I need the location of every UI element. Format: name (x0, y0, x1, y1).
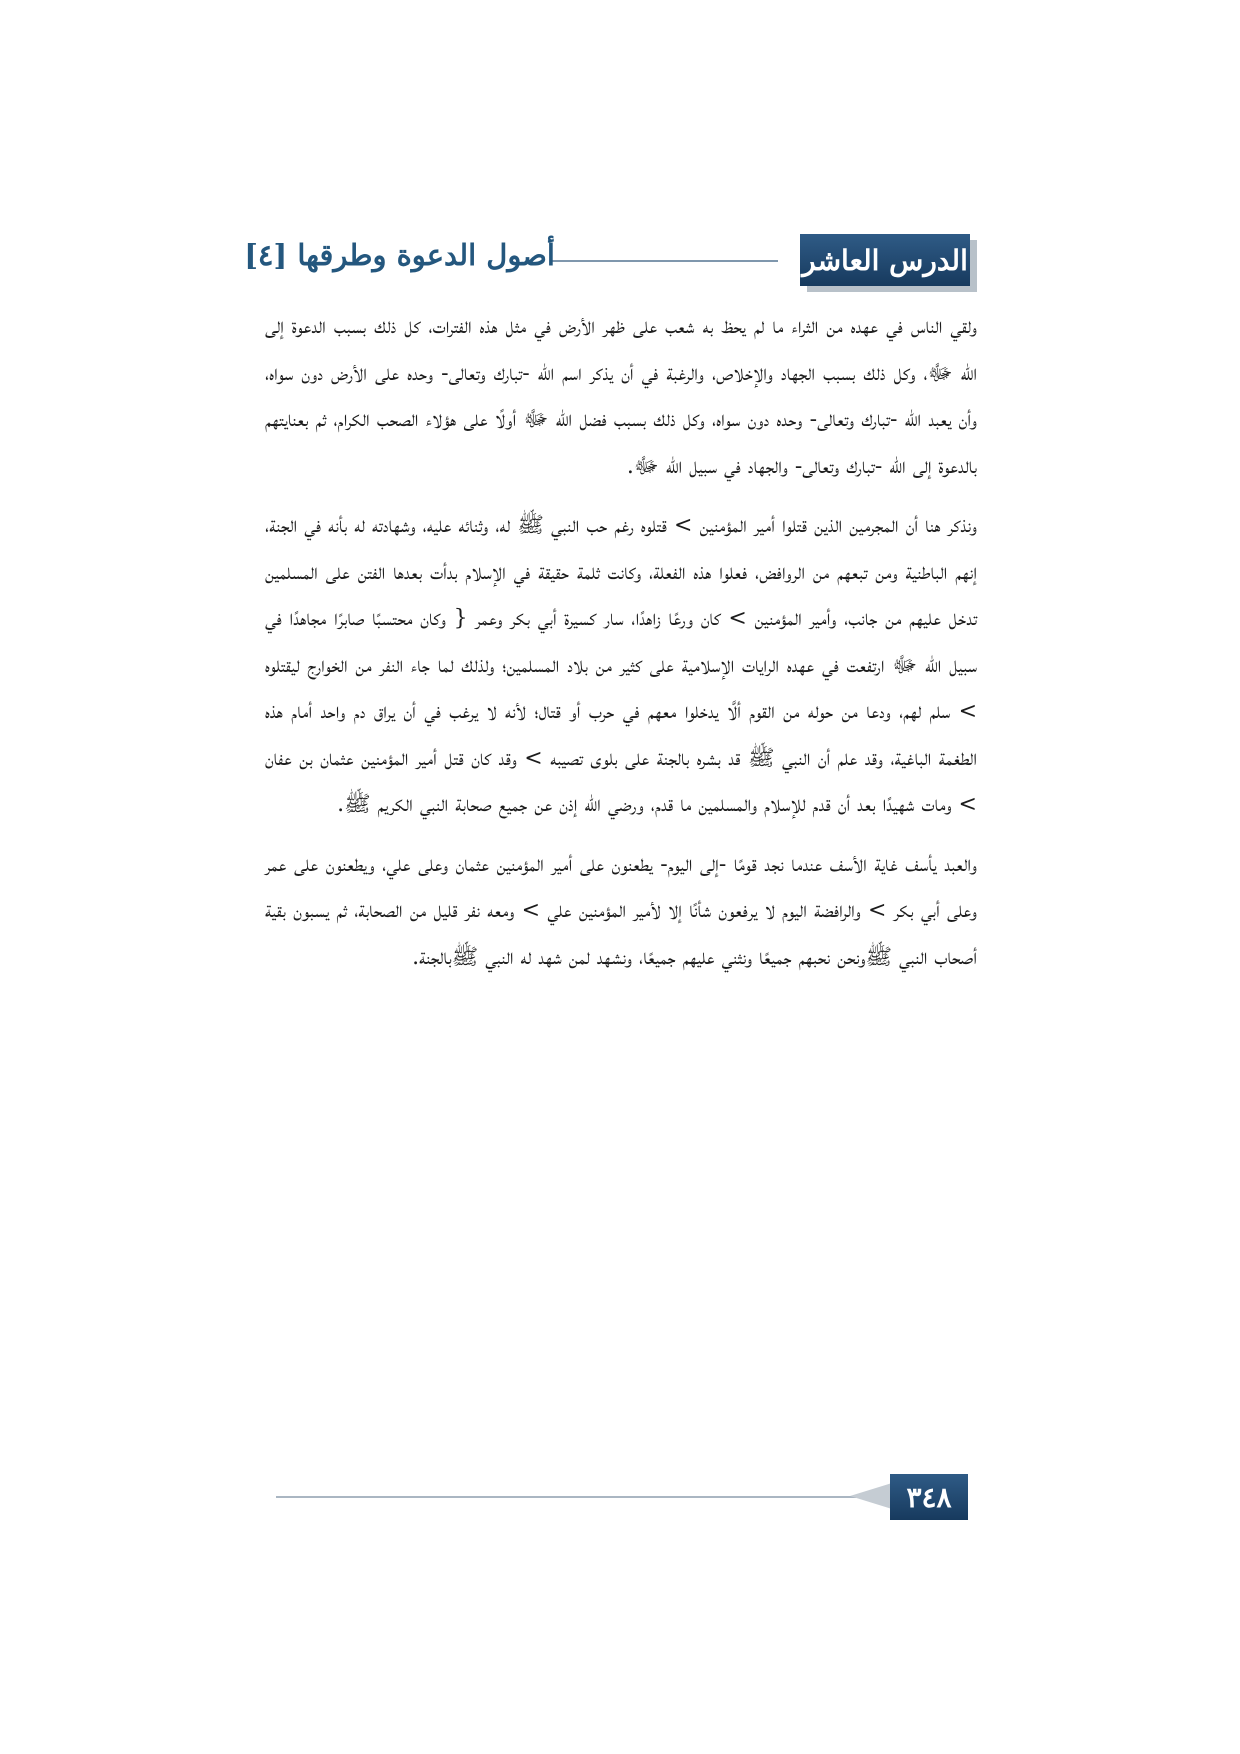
footer-divider (276, 1496, 856, 1498)
page-number: ٣٤٨ (890, 1474, 968, 1520)
paragraph-2: ونذكر هنا أن المجرمين الذين قتلوا أمير المؤمنين > قتلوه رغم حب النبي ﷺ له، وثنائه عليه، وشهادته له بأنه في الجنة، إنهم الباطنية ومن تبعهم من الروافض، فعلوا هذه الفعلة، وكانت ثلمة حقيقة في الإسلام بدأت بعدها الفتن على المسلمين تدخل عليهم من جانب، وأمير المؤمنين > كان ورعًا زاهدًا، سار كسيرة أبي بكر وعمر { وكان محتسبًا صابرًا مجاهدًا في سبيل الله ﷻ ارتفعت في عهده الرايات الإسلامية على كثير من بلاد المسلمين؛ ولذلك لما جاء النفر من الخوارج ليقتلوه > سلم لهم، ودعا من حوله من القوم ألَّا يدخلوا معهم في حرب أو قتال؛ لأنه لا يرغب في أن يراق دم واحد أمام هذه الطغمة الباغية، وقد علم أن النبي ﷺ قد بشره بالجنة على بلوى تصيبه > وقد كان قتل أمير المؤمنين عثمان بن عفان > ومات شهيدًا بعد أن قدم للإسلام والمسلمين ما قدم، ورضي الله إذن عن جميع صحابة النبي الكريم ﷺ. (265, 513, 977, 817)
body-text (265, 304, 977, 994)
page-number-shadow (850, 1483, 892, 1509)
header-divider (552, 260, 778, 262)
page-header (244, 234, 970, 290)
book-title: أصول الدعوة وطرقها [٤] (244, 238, 555, 272)
lesson-label-badge: الدرس العاشر (800, 234, 970, 286)
paragraph-3: والعبد يأسف غاية الأسف عندما نجد قومًا -إلى اليوم- يطعنون على أمير المؤمنين عثمان وعلى علي، ويطعنون على عمر وعلى أبي بكر > والرافضة اليوم لا يرفعون شأنًا إلا لأمير المؤمنين علي > ومعه نفر قليل من الصحابة، ثم يسبون بقية أصحاب النبي ﷺونحن نحبهم جميعًا ونثني عليهم جميعًا، ونشهد لمن شهد له النبي ﷺبالجنة. (265, 851, 977, 970)
paragraph-1: ولقي الناس في عهده من الثراء ما لم يحظ به شعب على ظهر الأرض في مثل هذه الفترات، كل ذلك بسبب الدعوة إلى الله ﷻ، وكل ذلك بسبب الجهاد والإخلاص، والرغبة في أن يذكر اسم الله -تبارك وتعالى- وحده على الأرض دون سواه، وأن يعبد الله -تبارك وتعالى- وحده دون سواه، وكل ذلك بسبب فضل الله ﷻ أولًا على هؤلاء الصحب الكرام، ثم بعنايتهم بالدعوة إلى الله -تبارك وتعالى- والجهاد في سبيل الله ﷻ. (265, 314, 978, 479)
